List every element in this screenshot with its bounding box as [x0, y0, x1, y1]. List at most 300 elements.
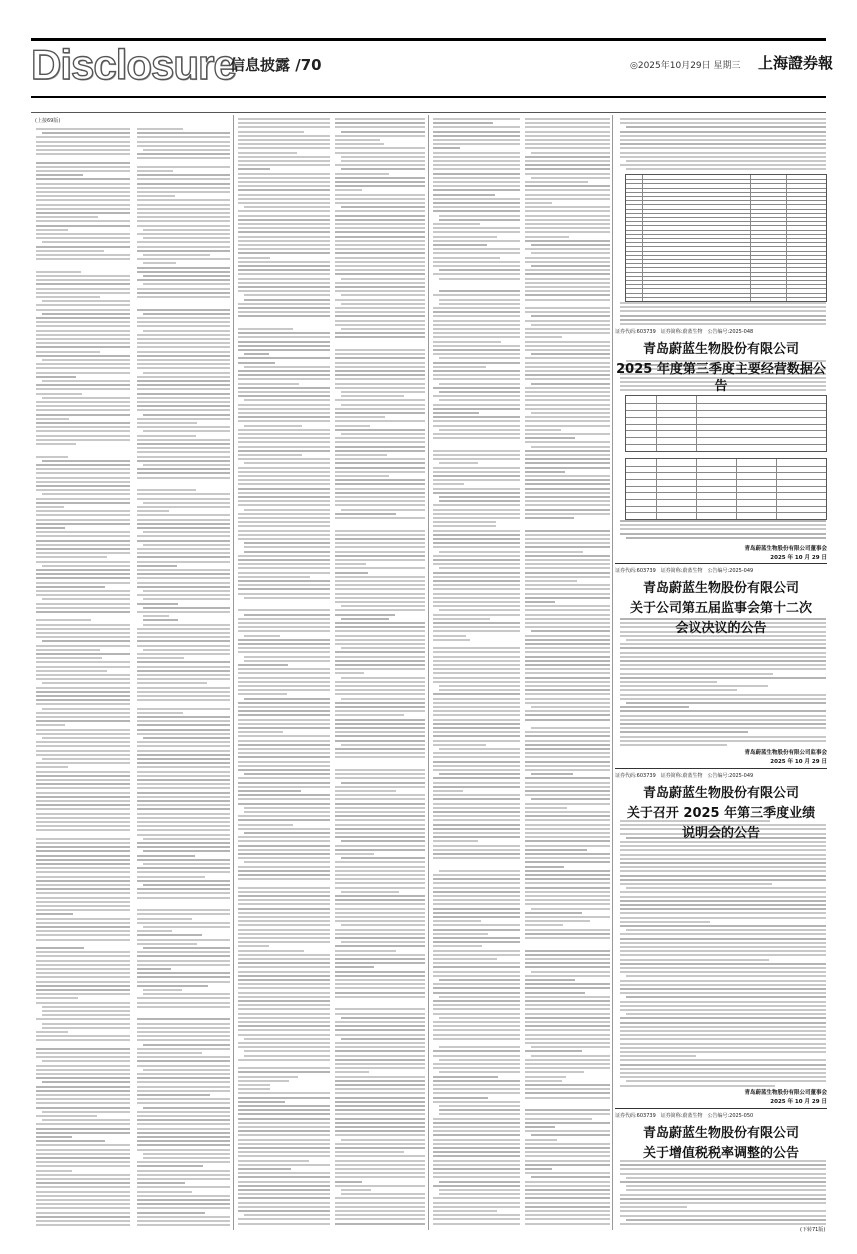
text-line	[531, 1046, 610, 1048]
text-line	[433, 845, 520, 847]
text-line	[137, 670, 230, 672]
text-line	[36, 846, 130, 848]
text-line	[42, 682, 130, 684]
text-line	[137, 1086, 230, 1088]
text-line	[238, 1067, 330, 1069]
text-line	[36, 498, 130, 500]
text-line	[335, 651, 425, 653]
text-line	[439, 299, 520, 301]
text-line	[525, 1118, 592, 1120]
text-line	[335, 370, 425, 372]
text-line	[433, 954, 520, 956]
text-line	[137, 1073, 230, 1075]
text-line	[433, 836, 520, 838]
text-line	[620, 1085, 775, 1087]
text-line	[238, 454, 302, 456]
text-line	[137, 157, 230, 159]
text-line	[620, 1181, 826, 1183]
text-line	[335, 152, 425, 154]
text-line	[238, 870, 330, 872]
text-line	[36, 166, 130, 168]
text-line	[525, 1130, 610, 1132]
text-line	[620, 677, 826, 679]
text-line	[238, 370, 330, 372]
text-line	[525, 378, 610, 380]
text-line	[335, 265, 425, 267]
text-line	[525, 853, 610, 855]
text-line	[36, 1224, 130, 1226]
text-line	[335, 357, 425, 359]
text-line	[433, 765, 520, 767]
text-line	[143, 275, 230, 277]
announcement-title-line: 说明会的公告	[681, 826, 760, 841]
text-line	[137, 813, 230, 815]
text-line	[238, 866, 330, 868]
text-line	[137, 548, 230, 550]
text-line	[433, 1202, 520, 1204]
text-line	[525, 278, 610, 280]
text-line	[36, 666, 130, 668]
text-line	[143, 1157, 230, 1159]
text-line	[433, 1139, 520, 1141]
text-line	[620, 1198, 826, 1200]
text-line	[525, 597, 610, 599]
text-line	[42, 380, 130, 382]
text-line	[335, 273, 425, 275]
text-line	[335, 412, 425, 414]
text-line	[335, 567, 425, 569]
text-line	[36, 208, 130, 210]
text-line	[525, 1029, 610, 1031]
text-line	[335, 185, 425, 187]
text-line	[238, 664, 288, 666]
text-line	[525, 1092, 610, 1094]
text-line	[238, 215, 330, 217]
text-line	[335, 845, 425, 847]
text-line	[433, 924, 520, 926]
text-line	[137, 653, 230, 655]
text-line	[36, 414, 130, 416]
text-line	[620, 866, 826, 868]
text-line	[525, 236, 569, 238]
text-line	[433, 849, 520, 851]
text-line	[137, 741, 230, 743]
text-line	[238, 1042, 330, 1044]
text-line	[238, 912, 330, 914]
company-name: 青岛蔚蓝生物股份有限公司	[642, 342, 799, 357]
announcement-title: 关于增值税税率调整的公告	[642, 1146, 799, 1161]
text-line	[525, 555, 610, 557]
text-line	[238, 761, 330, 763]
text-line	[626, 1013, 826, 1015]
text-line	[525, 1025, 610, 1027]
text-line	[137, 288, 230, 290]
text-line	[433, 198, 520, 200]
text-line	[525, 513, 610, 515]
text-line	[137, 409, 230, 411]
text-line	[36, 892, 130, 894]
text-line	[433, 635, 466, 637]
text-line	[42, 1006, 130, 1008]
text-line	[143, 464, 230, 466]
text-line	[36, 871, 130, 873]
text-line	[36, 510, 130, 512]
text-line	[433, 408, 520, 410]
text-line	[525, 185, 610, 187]
text-line	[626, 1189, 826, 1191]
text-line	[433, 345, 520, 347]
text-line	[525, 588, 610, 590]
text-line	[433, 945, 482, 947]
text-line	[433, 517, 520, 519]
text-line	[620, 143, 826, 145]
text-line	[335, 290, 425, 292]
text-line	[525, 710, 610, 712]
text-line	[335, 1029, 425, 1031]
text-line	[238, 1113, 330, 1115]
text-line	[36, 1186, 130, 1188]
text-line	[525, 924, 563, 926]
text-line	[36, 1153, 130, 1155]
text-line	[433, 492, 520, 494]
text-line	[439, 551, 520, 553]
text-line	[238, 920, 330, 922]
text-line	[238, 534, 330, 536]
text-line	[433, 206, 520, 208]
text-line	[238, 941, 330, 943]
text-line	[36, 649, 100, 651]
text-line	[335, 483, 425, 485]
text-line	[335, 563, 366, 565]
text-line	[238, 765, 330, 767]
text-line	[525, 437, 575, 439]
text-line	[525, 156, 610, 158]
text-line	[36, 993, 130, 995]
text-line	[36, 246, 130, 248]
text-line	[335, 139, 380, 141]
text-line	[36, 1069, 130, 1071]
text-line	[137, 393, 230, 395]
text-line	[335, 1101, 425, 1103]
text-line	[439, 996, 520, 998]
text-line	[143, 531, 230, 533]
text-line	[238, 1097, 330, 1099]
announcement-divider	[615, 1108, 827, 1109]
text-line	[439, 496, 520, 498]
text-line	[238, 219, 330, 221]
text-line	[238, 803, 330, 805]
text-line	[525, 1080, 562, 1082]
text-line	[238, 1181, 330, 1183]
text-line	[433, 803, 520, 805]
text-line	[36, 653, 130, 655]
text-line	[433, 1025, 520, 1027]
text-line	[525, 349, 610, 351]
text-line	[341, 156, 425, 158]
text-line	[525, 1097, 610, 1099]
text-line	[143, 372, 230, 374]
text-line	[433, 584, 520, 586]
text-line	[36, 149, 130, 151]
text-line	[335, 1113, 425, 1115]
text-line	[238, 387, 330, 389]
text-line	[335, 1080, 425, 1082]
text-line	[36, 153, 130, 155]
text-line	[531, 706, 610, 708]
text-line	[525, 933, 610, 935]
text-line	[335, 912, 425, 914]
text-line	[36, 1216, 130, 1218]
text-line	[238, 210, 330, 212]
table-rule	[626, 255, 826, 256]
text-line	[143, 624, 230, 626]
text-line	[335, 836, 425, 838]
text-line	[433, 244, 487, 246]
text-line	[335, 895, 425, 897]
text-line	[36, 1149, 130, 1151]
text-line	[525, 534, 610, 536]
text-line	[335, 769, 425, 771]
text-line	[36, 888, 130, 890]
text-line	[531, 1134, 610, 1136]
text-line	[137, 397, 230, 399]
text-line	[36, 561, 130, 563]
text-line	[137, 1031, 230, 1033]
text-line	[525, 1218, 610, 1220]
text-line	[36, 1073, 130, 1075]
text-line	[531, 1055, 610, 1057]
text-line	[137, 510, 169, 512]
text-line	[525, 559, 610, 561]
text-line	[433, 857, 520, 859]
text-line	[433, 1172, 520, 1174]
text-line	[525, 668, 610, 670]
table-rule	[626, 276, 826, 277]
text-line	[238, 958, 330, 960]
text-line	[335, 878, 425, 880]
text-line	[525, 551, 583, 553]
text-line	[341, 857, 425, 859]
text-line	[433, 597, 520, 599]
text-line	[137, 472, 230, 474]
text-line	[238, 273, 330, 275]
text-line	[137, 939, 230, 941]
text-line	[137, 1220, 230, 1222]
text-line	[137, 825, 230, 827]
text-line	[42, 493, 130, 495]
text-line	[335, 429, 425, 431]
text-line	[525, 1059, 610, 1061]
text-line	[433, 139, 520, 141]
text-line	[238, 1122, 330, 1124]
text-line	[137, 1081, 230, 1083]
text-line	[525, 672, 610, 674]
text-line	[36, 1052, 130, 1054]
table-rule	[626, 196, 826, 197]
text-line	[143, 598, 230, 600]
text-line	[335, 257, 425, 259]
text-line	[525, 987, 610, 989]
text-line	[36, 1098, 130, 1100]
text-line	[525, 937, 610, 939]
text-line	[525, 1113, 610, 1115]
text-line	[433, 853, 520, 855]
text-line	[525, 1223, 610, 1225]
text-line	[341, 647, 425, 649]
text-line	[238, 483, 330, 485]
text-line	[42, 397, 130, 399]
text-line	[238, 450, 330, 452]
text-line	[137, 359, 230, 361]
text-line	[36, 657, 102, 659]
text-line	[36, 829, 130, 831]
text-line	[335, 1143, 425, 1145]
text-line	[238, 962, 330, 964]
text-line	[525, 614, 610, 616]
text-line	[525, 882, 610, 884]
text-line	[36, 1031, 68, 1033]
text-line	[341, 294, 425, 296]
text-line	[433, 349, 520, 351]
text-line	[143, 649, 230, 651]
text-line	[244, 698, 330, 700]
text-line	[36, 645, 130, 647]
table-rule	[696, 396, 697, 451]
text-line	[238, 412, 330, 414]
text-line	[238, 723, 330, 725]
text-line	[433, 454, 520, 456]
text-line	[137, 1199, 230, 1201]
table-rule	[626, 225, 826, 226]
text-line	[143, 262, 176, 264]
text-line	[36, 569, 130, 571]
company-name: 青岛蔚蓝生物股份有限公司	[642, 581, 799, 596]
text-line	[335, 219, 425, 221]
text-line	[36, 338, 130, 340]
text-line	[143, 590, 230, 592]
text-line	[238, 639, 330, 641]
masthead-bottom-rule	[31, 96, 826, 98]
table-rule	[626, 272, 826, 273]
text-line	[525, 635, 610, 637]
sign-date: 2025 年 10 月 29 日	[770, 555, 827, 561]
price-table	[625, 458, 827, 520]
text-line	[525, 832, 610, 834]
text-line	[620, 845, 826, 847]
text-line	[36, 1161, 130, 1163]
text-line	[36, 1035, 130, 1037]
text-line	[238, 185, 330, 187]
text-line	[137, 388, 230, 390]
text-line	[433, 261, 520, 263]
text-line	[238, 420, 330, 422]
text-line	[341, 941, 425, 943]
text-line	[433, 975, 520, 977]
text-line	[531, 773, 573, 775]
text-line	[335, 752, 425, 754]
text-line	[620, 921, 710, 923]
text-line	[525, 1063, 610, 1065]
text-line	[137, 1212, 205, 1214]
text-line	[433, 874, 520, 876]
text-line	[36, 422, 130, 424]
text-line	[36, 1086, 130, 1088]
text-line	[525, 194, 610, 196]
text-line	[335, 1055, 425, 1057]
text-line	[335, 383, 425, 385]
text-line	[335, 1059, 425, 1061]
text-line	[620, 938, 826, 940]
text-line	[433, 563, 520, 565]
text-line	[525, 530, 610, 532]
text-line	[238, 878, 330, 880]
text-line	[620, 967, 826, 969]
text-line	[433, 370, 520, 372]
text-line	[238, 278, 330, 280]
text-line	[433, 769, 520, 771]
text-line	[433, 320, 520, 322]
text-line	[238, 1168, 291, 1170]
text-line	[335, 626, 425, 628]
text-line	[335, 349, 425, 351]
text-line	[238, 895, 330, 897]
text-line	[531, 412, 610, 414]
text-line	[238, 651, 330, 653]
text-line	[525, 874, 610, 876]
text-line	[433, 962, 520, 964]
text-line	[433, 618, 490, 620]
text-line	[137, 380, 230, 382]
text-line	[433, 231, 520, 233]
text-line	[238, 1197, 330, 1199]
text-line	[335, 593, 425, 595]
text-line	[335, 467, 425, 469]
text-line	[36, 1207, 130, 1209]
text-line	[335, 723, 425, 725]
text-line	[433, 1063, 520, 1065]
text-line	[335, 122, 425, 124]
text-line	[244, 1038, 330, 1040]
text-line	[36, 594, 130, 596]
text-line	[525, 458, 610, 460]
text-line	[335, 462, 425, 464]
text-line	[137, 842, 230, 844]
signer: 青岛蔚蓝生物股份有限公司董事会	[744, 1090, 827, 1096]
text-line	[238, 160, 330, 162]
text-line	[36, 292, 130, 294]
text-line	[433, 815, 520, 817]
text-line	[238, 362, 275, 364]
text-line	[36, 607, 130, 609]
text-line	[525, 248, 610, 250]
text-line	[433, 735, 520, 737]
text-line	[36, 1144, 130, 1146]
text-line	[137, 1111, 230, 1113]
text-line	[433, 223, 480, 225]
text-line	[335, 1008, 425, 1010]
table-rule	[626, 246, 826, 247]
text-line	[525, 227, 610, 229]
text-line	[531, 908, 610, 910]
column-divider	[612, 115, 613, 1230]
text-line	[335, 786, 425, 788]
text-line	[433, 252, 520, 254]
table-rule	[626, 267, 826, 268]
text-line	[137, 754, 230, 756]
text-line	[525, 891, 610, 893]
text-line	[525, 517, 574, 519]
text-line	[433, 126, 520, 128]
